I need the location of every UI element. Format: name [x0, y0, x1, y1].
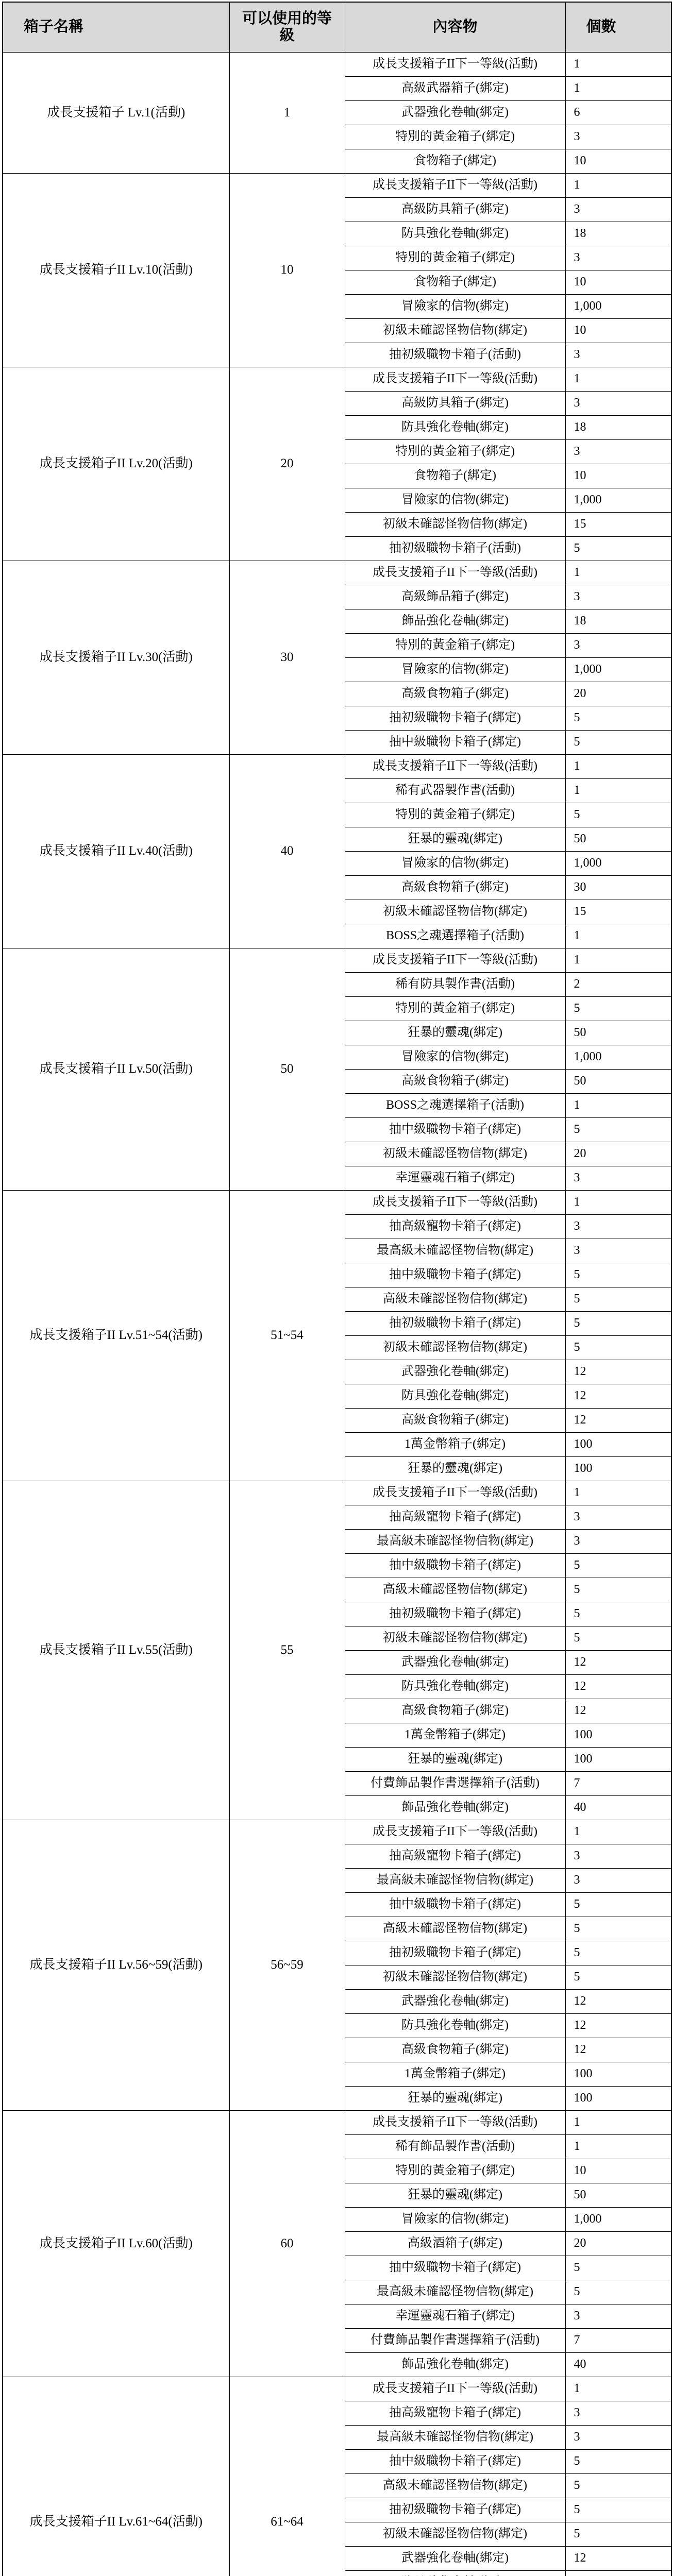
content-item-cell: 付費飾品製作書選擇箱子(活動) [345, 1772, 565, 1796]
content-item-cell: 抽初級職物卡箱子(綁定) [345, 2498, 565, 2522]
quantity-cell: 5 [565, 1554, 671, 1578]
usable-level-cell: 61~64 [229, 2377, 345, 2576]
quantity-cell: 3 [565, 1844, 671, 1869]
quantity-cell: 12 [565, 1675, 671, 1699]
content-item-cell: 特別的黃金箱子(綁定) [345, 2159, 565, 2183]
quantity-cell: 1 [565, 2377, 671, 2401]
content-item-cell: 高級未確認怪物信物(綁定) [345, 1917, 565, 1941]
quantity-cell: 1 [565, 755, 671, 779]
content-item-cell: 高級未確認怪物信物(綁定) [345, 1578, 565, 1602]
content-item-cell: 抽中級職物卡箱子(綁定) [345, 1554, 565, 1578]
quantity-cell: 10 [565, 319, 671, 343]
table-body [3, 53, 671, 2576]
content-item-cell: 武器強化卷軸(綁定) [345, 1651, 565, 1675]
quantity-cell: 1 [565, 1094, 671, 1118]
content-item-cell: 高級食物箱子(綁定) [345, 1699, 565, 1723]
content-item-cell: 高級食物箱子(綁定) [345, 1409, 565, 1433]
box-name-cell: 成長支援箱子II Lv.40(活動) [3, 755, 229, 948]
content-item-cell: 武器強化卷軸(綁定) [345, 1360, 565, 1384]
quantity-cell: 1,000 [565, 1045, 671, 1070]
content-item-cell: 冒險家的信物(綁定) [345, 295, 565, 319]
quantity-cell: 1 [565, 2111, 671, 2135]
content-item-cell: 成長支援箱子II下一等級(活動) [345, 2377, 565, 2401]
quantity-cell: 3 [565, 125, 671, 149]
quantity-cell: 15 [565, 513, 671, 537]
content-item-cell: 高級食物箱子(綁定) [345, 2038, 565, 2062]
quantity-cell: 3 [565, 392, 671, 416]
quantity-cell: 10 [565, 464, 671, 488]
content-item-cell: 初級未確認怪物信物(綁定) [345, 1142, 565, 1166]
quantity-cell: 30 [565, 876, 671, 900]
content-item-cell: 特別的黃金箱子(綁定) [345, 125, 565, 149]
quantity-cell: 5 [565, 2498, 671, 2522]
quantity-cell: 1 [565, 53, 671, 77]
quantity-cell: 100 [565, 1457, 671, 1481]
quantity-cell: 3 [565, 198, 671, 222]
quantity-cell: 3 [565, 440, 671, 464]
quantity-cell: 1 [565, 2135, 671, 2159]
content-item-cell: 武器強化卷軸(綁定) [345, 101, 565, 125]
content-item-cell: 抽中級職物卡箱子(綁定) [345, 2450, 565, 2474]
quantity-cell: 100 [565, 2087, 671, 2111]
quantity-cell: 1,000 [565, 852, 671, 876]
content-item-cell: 高級武器箱子(綁定) [345, 77, 565, 101]
content-item-cell: 成長支援箱子II下一等級(活動) [345, 174, 565, 198]
content-item-cell: 幸運靈魂石箱子(綁定) [345, 2304, 565, 2329]
header-contents: 內容物 [345, 2, 565, 53]
content-item-cell: 初級未確認怪物信物(綁定) [345, 513, 565, 537]
quantity-cell: 7 [565, 1772, 671, 1796]
quantity-cell: 5 [565, 537, 671, 561]
quantity-cell: 100 [565, 2062, 671, 2087]
quantity-cell: 12 [565, 2014, 671, 2038]
quantity-cell: 5 [565, 731, 671, 755]
content-item-cell: 特別的黃金箱子(綁定) [345, 997, 565, 1021]
quantity-cell: 15 [565, 900, 671, 924]
content-item-cell: 狂暴的靈魂(綁定) [345, 1021, 565, 1045]
content-item-cell: 防具強化卷軸(綁定) [345, 222, 565, 246]
quantity-cell: 3 [565, 1215, 671, 1239]
content-item-cell: 成長支援箱子II下一等級(活動) [345, 948, 565, 973]
quantity-cell: 3 [565, 1530, 671, 1554]
quantity-cell: 7 [565, 2329, 671, 2353]
table-row [3, 755, 671, 779]
quantity-cell: 1,000 [565, 2208, 671, 2232]
table-row [3, 1481, 671, 1505]
quantity-cell: 20 [565, 2232, 671, 2256]
quantity-cell: 20 [565, 1142, 671, 1166]
content-item-cell: 1萬金幣箱子(綁定) [345, 2062, 565, 2087]
quantity-cell: 1 [565, 1191, 671, 1215]
content-item-cell: 抽高級寵物卡箱子(綁定) [345, 1505, 565, 1530]
header-box-name: 箱子名稱 [3, 2, 229, 53]
content-item-cell: BOSS之魂選擇箱子(活動) [345, 924, 565, 948]
quantity-cell: 12 [565, 2547, 671, 2571]
content-item-cell: 初級未確認怪物信物(綁定) [345, 1965, 565, 1990]
content-item-cell: 初級未確認怪物信物(綁定) [345, 900, 565, 924]
box-name-cell: 成長支援箱子II Lv.55(活動) [3, 1481, 229, 1820]
table-row [3, 53, 671, 77]
quantity-cell: 1,000 [565, 295, 671, 319]
quantity-cell: 5 [565, 1917, 671, 1941]
quantity-cell: 100 [565, 1723, 671, 1748]
usable-level-cell: 50 [229, 948, 345, 1191]
quantity-cell: 5 [565, 2256, 671, 2280]
quantity-cell: 3 [565, 1505, 671, 1530]
quantity-cell: 5 [565, 1602, 671, 1626]
content-item-cell: 最高級未確認怪物信物(綁定) [345, 1530, 565, 1554]
content-item-cell: 狂暴的靈魂(綁定) [345, 1457, 565, 1481]
quantity-cell: 5 [565, 2280, 671, 2304]
content-item-cell: 高級食物箱子(綁定) [345, 1070, 565, 1094]
content-item-cell: 最高級未確認怪物信物(綁定) [345, 1239, 565, 1263]
content-item-cell: 成長支援箱子II下一等級(活動) [345, 1820, 565, 1844]
box-name-cell: 成長支援箱子II Lv.61~64(活動) [3, 2377, 229, 2576]
quantity-cell: 5 [565, 1965, 671, 1990]
content-item-cell: 高級未確認怪物信物(綁定) [345, 1287, 565, 1312]
table-header [3, 2, 671, 53]
reward-table [2, 2, 672, 2576]
content-item-cell: 狂暴的靈魂(綁定) [345, 1748, 565, 1772]
usable-level-cell: 55 [229, 1481, 345, 1820]
quantity-cell: 1 [565, 561, 671, 585]
quantity-cell: 5 [565, 803, 671, 827]
box-name-cell: 成長支援箱子II Lv.50(活動) [3, 948, 229, 1191]
quantity-cell: 3 [565, 1869, 671, 1893]
quantity-cell: 50 [565, 827, 671, 852]
box-name-cell: 成長支援箱子 Lv.1(活動) [3, 53, 229, 174]
content-item-cell: BOSS之魂選擇箱子(活動) [345, 1094, 565, 1118]
content-item-cell: 武器強化卷軸(綁定) [345, 2547, 565, 2571]
box-name-cell: 成長支援箱子II Lv.51~54(活動) [3, 1191, 229, 1481]
quantity-cell: 3 [565, 585, 671, 609]
content-item-cell: 幸運靈魂石箱子(綁定) [345, 1166, 565, 1191]
content-item-cell: 稀有飾品製作書(活動) [345, 2135, 565, 2159]
content-item-cell: 抽中級職物卡箱子(綁定) [345, 731, 565, 755]
content-item-cell: 高級食物箱子(綁定) [345, 876, 565, 900]
content-item-cell: 飾品強化卷軸(綁定) [345, 1796, 565, 1820]
quantity-cell: 12 [565, 2038, 671, 2062]
content-item-cell: 成長支援箱子II下一等級(活動) [345, 755, 565, 779]
table-row [3, 948, 671, 973]
content-item-cell: 狂暴的靈魂(綁定) [345, 827, 565, 852]
quantity-cell: 3 [565, 246, 671, 270]
quantity-cell: 12 [565, 1384, 671, 1409]
content-item-cell: 抽中級職物卡箱子(綁定) [345, 1118, 565, 1142]
content-item-cell: 狂暴的靈魂(綁定) [345, 2183, 565, 2208]
quantity-cell: 18 [565, 416, 671, 440]
content-item-cell [345, 2571, 565, 2576]
content-item-cell: 成長支援箱子II下一等級(活動) [345, 2111, 565, 2135]
content-item-cell: 高級防具箱子(綁定) [345, 392, 565, 416]
usable-level-cell: 40 [229, 755, 345, 948]
content-item-cell: 稀有防具製作書(活動) [345, 973, 565, 997]
table-row [3, 2111, 671, 2135]
content-item-cell: 成長支援箱子II下一等級(活動) [345, 561, 565, 585]
quantity-cell: 1 [565, 77, 671, 101]
quantity-cell: 5 [565, 997, 671, 1021]
header-quantity: 個數 [565, 2, 671, 53]
content-item-cell: 抽初級職物卡箱子(活動) [345, 537, 565, 561]
content-item-cell: 抽初級職物卡箱子(綁定) [345, 1941, 565, 1965]
content-item-cell: 抽高級寵物卡箱子(綁定) [345, 2401, 565, 2426]
quantity-cell: 3 [565, 634, 671, 658]
content-item-cell: 防具強化卷軸(綁定) [345, 1384, 565, 1409]
content-item-cell: 抽初級職物卡箱子(綁定) [345, 1312, 565, 1336]
content-item-cell: 防具強化卷軸(綁定) [345, 416, 565, 440]
content-item-cell: 特別的黃金箱子(綁定) [345, 634, 565, 658]
quantity-cell: 1 [565, 1820, 671, 1844]
content-item-cell: 初級未確認怪物信物(綁定) [345, 1336, 565, 1360]
box-name-cell: 成長支援箱子II Lv.10(活動) [3, 174, 229, 367]
quantity-cell: 1,000 [565, 658, 671, 682]
box-name-cell: 成長支援箱子II Lv.56~59(活動) [3, 1820, 229, 2111]
content-item-cell: 成長支援箱子II下一等級(活動) [345, 367, 565, 392]
content-item-cell: 特別的黃金箱子(綁定) [345, 440, 565, 464]
quantity-cell: 5 [565, 1263, 671, 1287]
content-item-cell: 抽中級職物卡箱子(綁定) [345, 1263, 565, 1287]
content-item-cell: 最高級未確認怪物信物(綁定) [345, 1869, 565, 1893]
quantity-cell: 1,000 [565, 488, 671, 513]
content-item-cell: 冒險家的信物(綁定) [345, 2208, 565, 2232]
quantity-cell: 10 [565, 2159, 671, 2183]
box-name-cell: 成長支援箱子II Lv.20(活動) [3, 367, 229, 561]
content-item-cell: 冒險家的信物(綁定) [345, 658, 565, 682]
quantity-cell: 3 [565, 2426, 671, 2450]
content-item-cell: 抽初級職物卡箱子(綁定) [345, 1602, 565, 1626]
content-item-cell: 飾品強化卷軸(綁定) [345, 609, 565, 634]
quantity-cell: 1 [565, 174, 671, 198]
table-row [3, 561, 671, 585]
quantity-cell: 40 [565, 1796, 671, 1820]
quantity-cell: 5 [565, 2474, 671, 2498]
quantity-cell: 1 [565, 1481, 671, 1505]
quantity-cell: 12 [565, 1699, 671, 1723]
quantity-cell: 5 [565, 1941, 671, 1965]
quantity-cell: 1 [565, 924, 671, 948]
quantity-cell: 5 [565, 1336, 671, 1360]
quantity-cell: 18 [565, 609, 671, 634]
content-item-cell: 冒險家的信物(綁定) [345, 1045, 565, 1070]
quantity-cell: 18 [565, 222, 671, 246]
quantity-cell: 5 [565, 2522, 671, 2547]
header-usable-level: 可以使用的等級 [229, 2, 345, 53]
content-item-cell: 稀有武器製作書(活動) [345, 779, 565, 803]
quantity-cell: 1 [565, 367, 671, 392]
usable-level-cell: 56~59 [229, 1820, 345, 2111]
content-item-cell: 最高級未確認怪物信物(綁定) [345, 2426, 565, 2450]
table-row [3, 367, 671, 392]
content-item-cell: 冒險家的信物(綁定) [345, 488, 565, 513]
table-row [3, 1820, 671, 1844]
content-item-cell: 抽高級寵物卡箱子(綁定) [345, 1215, 565, 1239]
quantity-cell [565, 2571, 671, 2576]
content-item-cell: 高級未確認怪物信物(綁定) [345, 2474, 565, 2498]
content-item-cell: 食物箱子(綁定) [345, 270, 565, 295]
content-item-cell: 初級未確認怪物信物(綁定) [345, 319, 565, 343]
quantity-cell: 1 [565, 779, 671, 803]
usable-level-cell: 20 [229, 367, 345, 561]
quantity-cell: 5 [565, 1626, 671, 1651]
quantity-cell: 5 [565, 706, 671, 731]
quantity-cell: 20 [565, 682, 671, 706]
quantity-cell: 12 [565, 1409, 671, 1433]
quantity-cell: 5 [565, 1578, 671, 1602]
quantity-cell: 5 [565, 1312, 671, 1336]
content-item-cell: 高級酒箱子(綁定) [345, 2232, 565, 2256]
quantity-cell: 5 [565, 1287, 671, 1312]
box-name-cell: 成長支援箱子II Lv.30(活動) [3, 561, 229, 755]
quantity-cell: 1 [565, 948, 671, 973]
quantity-cell: 100 [565, 1748, 671, 1772]
quantity-cell: 40 [565, 2353, 671, 2377]
quantity-cell: 12 [565, 1651, 671, 1675]
content-item-cell: 抽高級寵物卡箱子(綁定) [345, 1844, 565, 1869]
table-row [3, 1191, 671, 1215]
quantity-cell: 3 [565, 1239, 671, 1263]
content-item-cell: 付費飾品製作書選擇箱子(活動) [345, 2329, 565, 2353]
usable-level-cell: 10 [229, 174, 345, 367]
quantity-cell: 6 [565, 101, 671, 125]
content-item-cell: 抽中級職物卡箱子(綁定) [345, 2256, 565, 2280]
content-item-cell: 成長支援箱子II下一等級(活動) [345, 53, 565, 77]
quantity-cell: 3 [565, 2304, 671, 2329]
content-item-cell: 1萬金幣箱子(綁定) [345, 1723, 565, 1748]
content-item-cell: 高級防具箱子(綁定) [345, 198, 565, 222]
quantity-cell: 2 [565, 973, 671, 997]
usable-level-cell: 1 [229, 53, 345, 174]
quantity-cell: 10 [565, 270, 671, 295]
quantity-cell: 5 [565, 1118, 671, 1142]
content-item-cell: 食物箱子(綁定) [345, 464, 565, 488]
content-item-cell: 特別的黃金箱子(綁定) [345, 246, 565, 270]
content-item-cell: 成長支援箱子II下一等級(活動) [345, 1191, 565, 1215]
quantity-cell: 100 [565, 1433, 671, 1457]
quantity-cell: 12 [565, 1360, 671, 1384]
content-item-cell: 初級未確認怪物信物(綁定) [345, 1626, 565, 1651]
content-item-cell: 防具強化卷軸(綁定) [345, 2014, 565, 2038]
content-item-cell: 初級未確認怪物信物(綁定) [345, 2522, 565, 2547]
quantity-cell: 10 [565, 149, 671, 174]
content-item-cell: 最高級未確認怪物信物(綁定) [345, 2280, 565, 2304]
quantity-cell: 3 [565, 343, 671, 367]
quantity-cell: 50 [565, 1070, 671, 1094]
quantity-cell: 50 [565, 1021, 671, 1045]
content-item-cell: 成長支援箱子II下一等級(活動) [345, 1481, 565, 1505]
box-name-cell: 成長支援箱子II Lv.60(活動) [3, 2111, 229, 2377]
content-item-cell: 防具強化卷軸(綁定) [345, 1675, 565, 1699]
content-item-cell: 抽初級職物卡箱子(活動) [345, 343, 565, 367]
quantity-cell: 5 [565, 1893, 671, 1917]
usable-level-cell: 60 [229, 2111, 345, 2377]
table-row [3, 2377, 671, 2401]
header-row [3, 2, 671, 53]
usable-level-cell: 51~54 [229, 1191, 345, 1481]
content-item-cell: 武器強化卷軸(綁定) [345, 1990, 565, 2014]
content-item-cell: 高級飾品箱子(綁定) [345, 585, 565, 609]
quantity-cell: 3 [565, 1166, 671, 1191]
quantity-cell: 12 [565, 1990, 671, 2014]
usable-level-cell: 30 [229, 561, 345, 755]
quantity-cell: 50 [565, 2183, 671, 2208]
content-item-cell: 特別的黃金箱子(綁定) [345, 803, 565, 827]
quantity-cell: 5 [565, 2450, 671, 2474]
content-item-cell: 冒險家的信物(綁定) [345, 852, 565, 876]
content-item-cell: 抽初級職物卡箱子(綁定) [345, 706, 565, 731]
table-row [3, 174, 671, 198]
content-item-cell: 高級食物箱子(綁定) [345, 682, 565, 706]
content-item-cell: 食物箱子(綁定) [345, 149, 565, 174]
content-item-cell: 飾品強化卷軸(綁定) [345, 2353, 565, 2377]
quantity-cell: 3 [565, 2401, 671, 2426]
content-item-cell: 狂暴的靈魂(綁定) [345, 2087, 565, 2111]
content-item-cell: 1萬金幣箱子(綁定) [345, 1433, 565, 1457]
content-item-cell: 抽中級職物卡箱子(綁定) [345, 1893, 565, 1917]
